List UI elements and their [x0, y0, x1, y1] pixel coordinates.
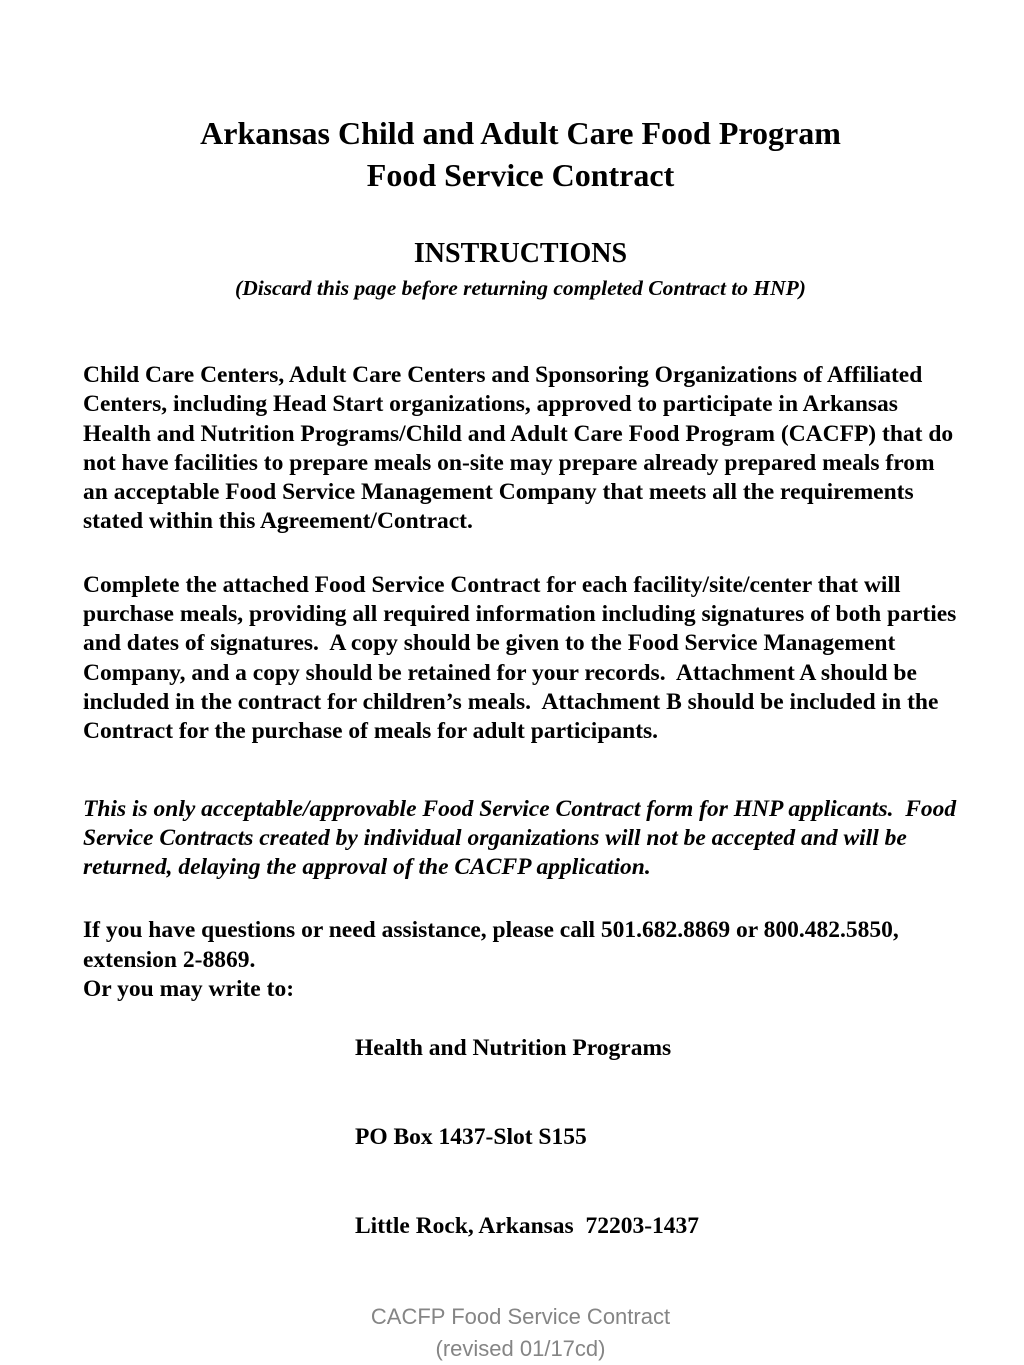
contact-write-label: Or you may write to: [83, 976, 295, 1003]
contact-address-line1: Health and Nutrition Programs [355, 1035, 672, 1062]
paragraph-eligibility: Child Care Centers, Adult Care Centers and Sponsoring Organizations of Affiliated Centers, including Head Start organizations, approved to participate in Arkansas Health and Nutrition Programs/Child and Adult Care Food Program (CACFP) that do not have facilities to prepare meals on-site may prepare already prepared meals from an acceptable Food Service Management Company that meets all the requirements stated within this Agreement/Contract. [83, 362, 960, 535]
instructions-heading: INSTRUCTIONS [413, 238, 628, 269]
contact-phone-line: If you have questions or need assistance, please call 501.682.8869 or 800.482.5850, extension 2-8869. [83, 917, 905, 973]
contact-address [355, 975, 699, 1301]
page-footer [83, 1301, 958, 1365]
document-title [83, 112, 958, 196]
document-title-line1: Arkansas Child and Adult Care Food Program [200, 115, 841, 151]
footer-revision: (revised 01/17cd) [435, 1335, 606, 1361]
contact-write-row [83, 975, 958, 1301]
paragraph-acceptability-warning: This is only acceptable/approvable Food Service Contract form for HNP applicants. Food Service Contracts created by individual organizations will not be accepted and will be returned, delaying the approval of the CACFP application. [83, 795, 963, 881]
contact-section [83, 916, 958, 1300]
contact-address-line2: PO Box 1437-Slot S155 [355, 1124, 587, 1151]
footer-document-name: CACFP Food Service Contract [370, 1303, 671, 1329]
contact-address-line3: Little Rock, Arkansas 72203-1437 [355, 1212, 700, 1239]
paragraph-completion-instructions: Complete the attached Food Service Contract for each facility/site/center that will purchase meals, providing all required information including signatures of both parties and dates of signatures. A copy should be given to the Food Service Management Company, and a copy should be retained for your records. Attachment A should be included in the contract for children’s meals. Attachment B should be included in the Contract for the purchase of meals for adult participants. [83, 571, 963, 745]
instructions-note: (Discard this page before returning completed Contract to HNP) [235, 276, 806, 300]
document-title-line2: Food Service Contract [366, 157, 675, 193]
